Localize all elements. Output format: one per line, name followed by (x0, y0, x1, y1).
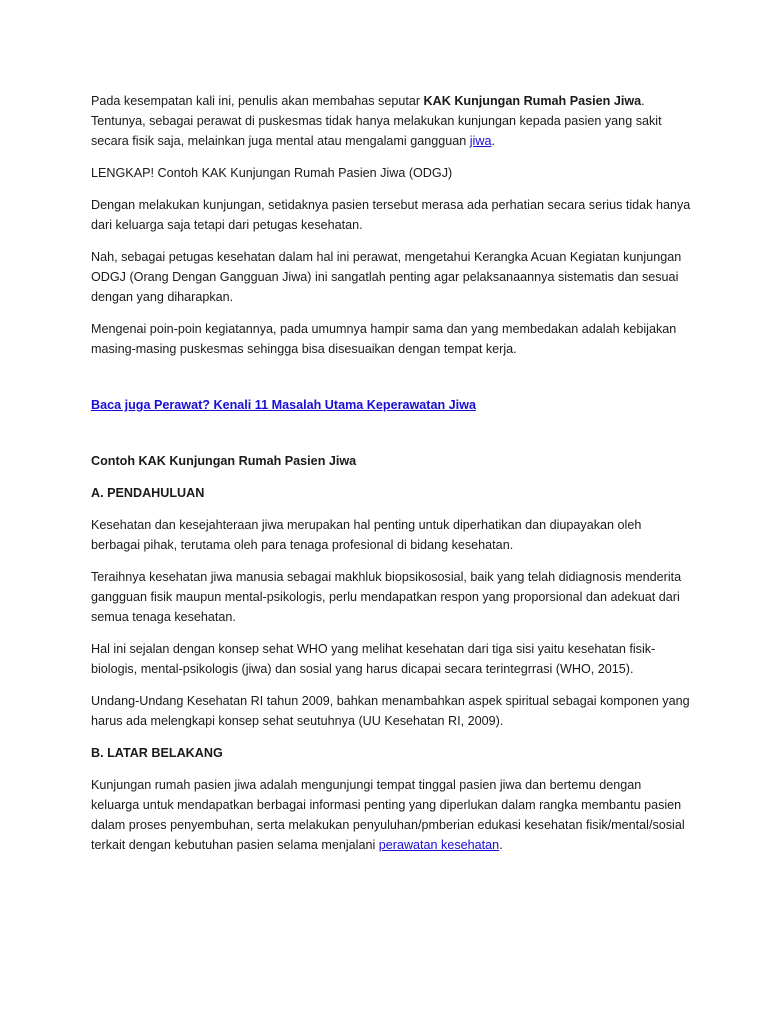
link-perawatan-kesehatan[interactable]: perawatan kesehatan (378, 838, 500, 852)
spacer (91, 427, 691, 451)
section-b-text-end: . (499, 838, 503, 852)
baca-juga-paragraph (91, 395, 691, 415)
section-a-paragraph-1: Kesehatan dan kesejahteraan jiwa merupakan hal penting untuk diperhatikan dan diupayakan oleh berbagai pihak, terutama oleh para tenaga profesional di bidang kesehatan. (91, 518, 642, 552)
section-a-paragraph-2: Teraihnya kesehatan jiwa manusia sebagai makhluk biopsikososial, baik yang telah didiagnosis menderita gangguan fisik maupun mental-psikologis, perlu mendapatkan respon yang proporsional dan adekuat dari semua tenaga kesehatan. (91, 570, 682, 624)
section-a-paragraph-3: Hal ini sejalan dengan konsep sehat WHO yang melihat kesehatan dari tiga sisi yaitu kesehatan fisik-biologis, mental-psikologis (jiwa) dan sosial yang harus dicapai secara terintegrrasi (WHO, 2015). (91, 642, 656, 676)
contoh-title: Contoh KAK Kunjungan Rumah Pasien Jiwa (91, 454, 357, 468)
spacer (91, 371, 691, 395)
section-b-paragraph-1 (91, 775, 691, 855)
lengkap-paragraph: LENGKAP! Contoh KAK Kunjungan Rumah Pasien Jiwa (ODGJ) (91, 166, 453, 180)
section-a-title: A. PENDAHULUAN (91, 486, 205, 500)
section-a-paragraph-4: Undang-Undang Kesehatan RI tahun 2009, bahkan menambahkan aspek spiritual sebagai komponen yang harus ada melengkapi konsep sehat seutuhnya (UU Kesehatan RI, 2009). (91, 694, 690, 728)
mengenai-paragraph: Mengenai poin-poin kegiatannya, pada umumnya hampir sama dan yang membedakan adalah kebijakan masing-masing puskesmas sehingga bisa disesuaikan dengan tempat kerja. (91, 322, 677, 356)
intro-text-end: . (491, 134, 495, 148)
link-jiwa[interactable]: jiwa (469, 134, 492, 148)
nah-paragraph: Nah, sebagai petugas kesehatan dalam hal ini perawat, mengetahui Kerangka Acuan Kegiatan kunjungan ODGJ (Orang Dengan Gangguan Jiwa) ini sangatlah penting agar pelaksanaannya sistematis dan sesuai dengan yang diharapkan. (91, 250, 682, 304)
intro-bold-title: KAK Kunjungan Rumah Pasien Jiwa (423, 94, 642, 108)
intro-text-start: Pada kesempatan kali ini, penulis akan membahas seputar (91, 94, 424, 108)
section-b-text: Kunjungan rumah pasien jiwa adalah mengunjungi tempat tinggal pasien jiwa dan bertemu dengan keluarga untuk mendapatkan berbagai informasi penting yang diperlukan dalam rangka membantu pasien dalam proses penyembuhan, serta melakukan penyuluhan/pmberian edukasi kesehatan fisik/mental/sosial terkait dengan kebutuhan pasien selama menjalani (91, 778, 685, 852)
baca-juga-link[interactable]: Baca juga Perawat? Kenali 11 Masalah Utama Keperawatan Jiwa (91, 398, 476, 412)
intro-paragraph (91, 91, 691, 151)
document-content (91, 91, 691, 867)
kunjungan-paragraph: Dengan melakukan kunjungan, setidaknya pasien tersebut merasa ada perhatian secara serius tidak hanya dari keluarga saja tetapi dari petugas kesehatan. (91, 198, 691, 232)
intro-text-middle: . Tentunya, sebagai perawat di puskesmas tidak hanya melakukan kunjungan kepada pasien yang sakit secara fisik saja, melainkan juga mental atau mengalami gangguan (91, 94, 662, 148)
section-b-title: B. LATAR BELAKANG (91, 746, 223, 760)
